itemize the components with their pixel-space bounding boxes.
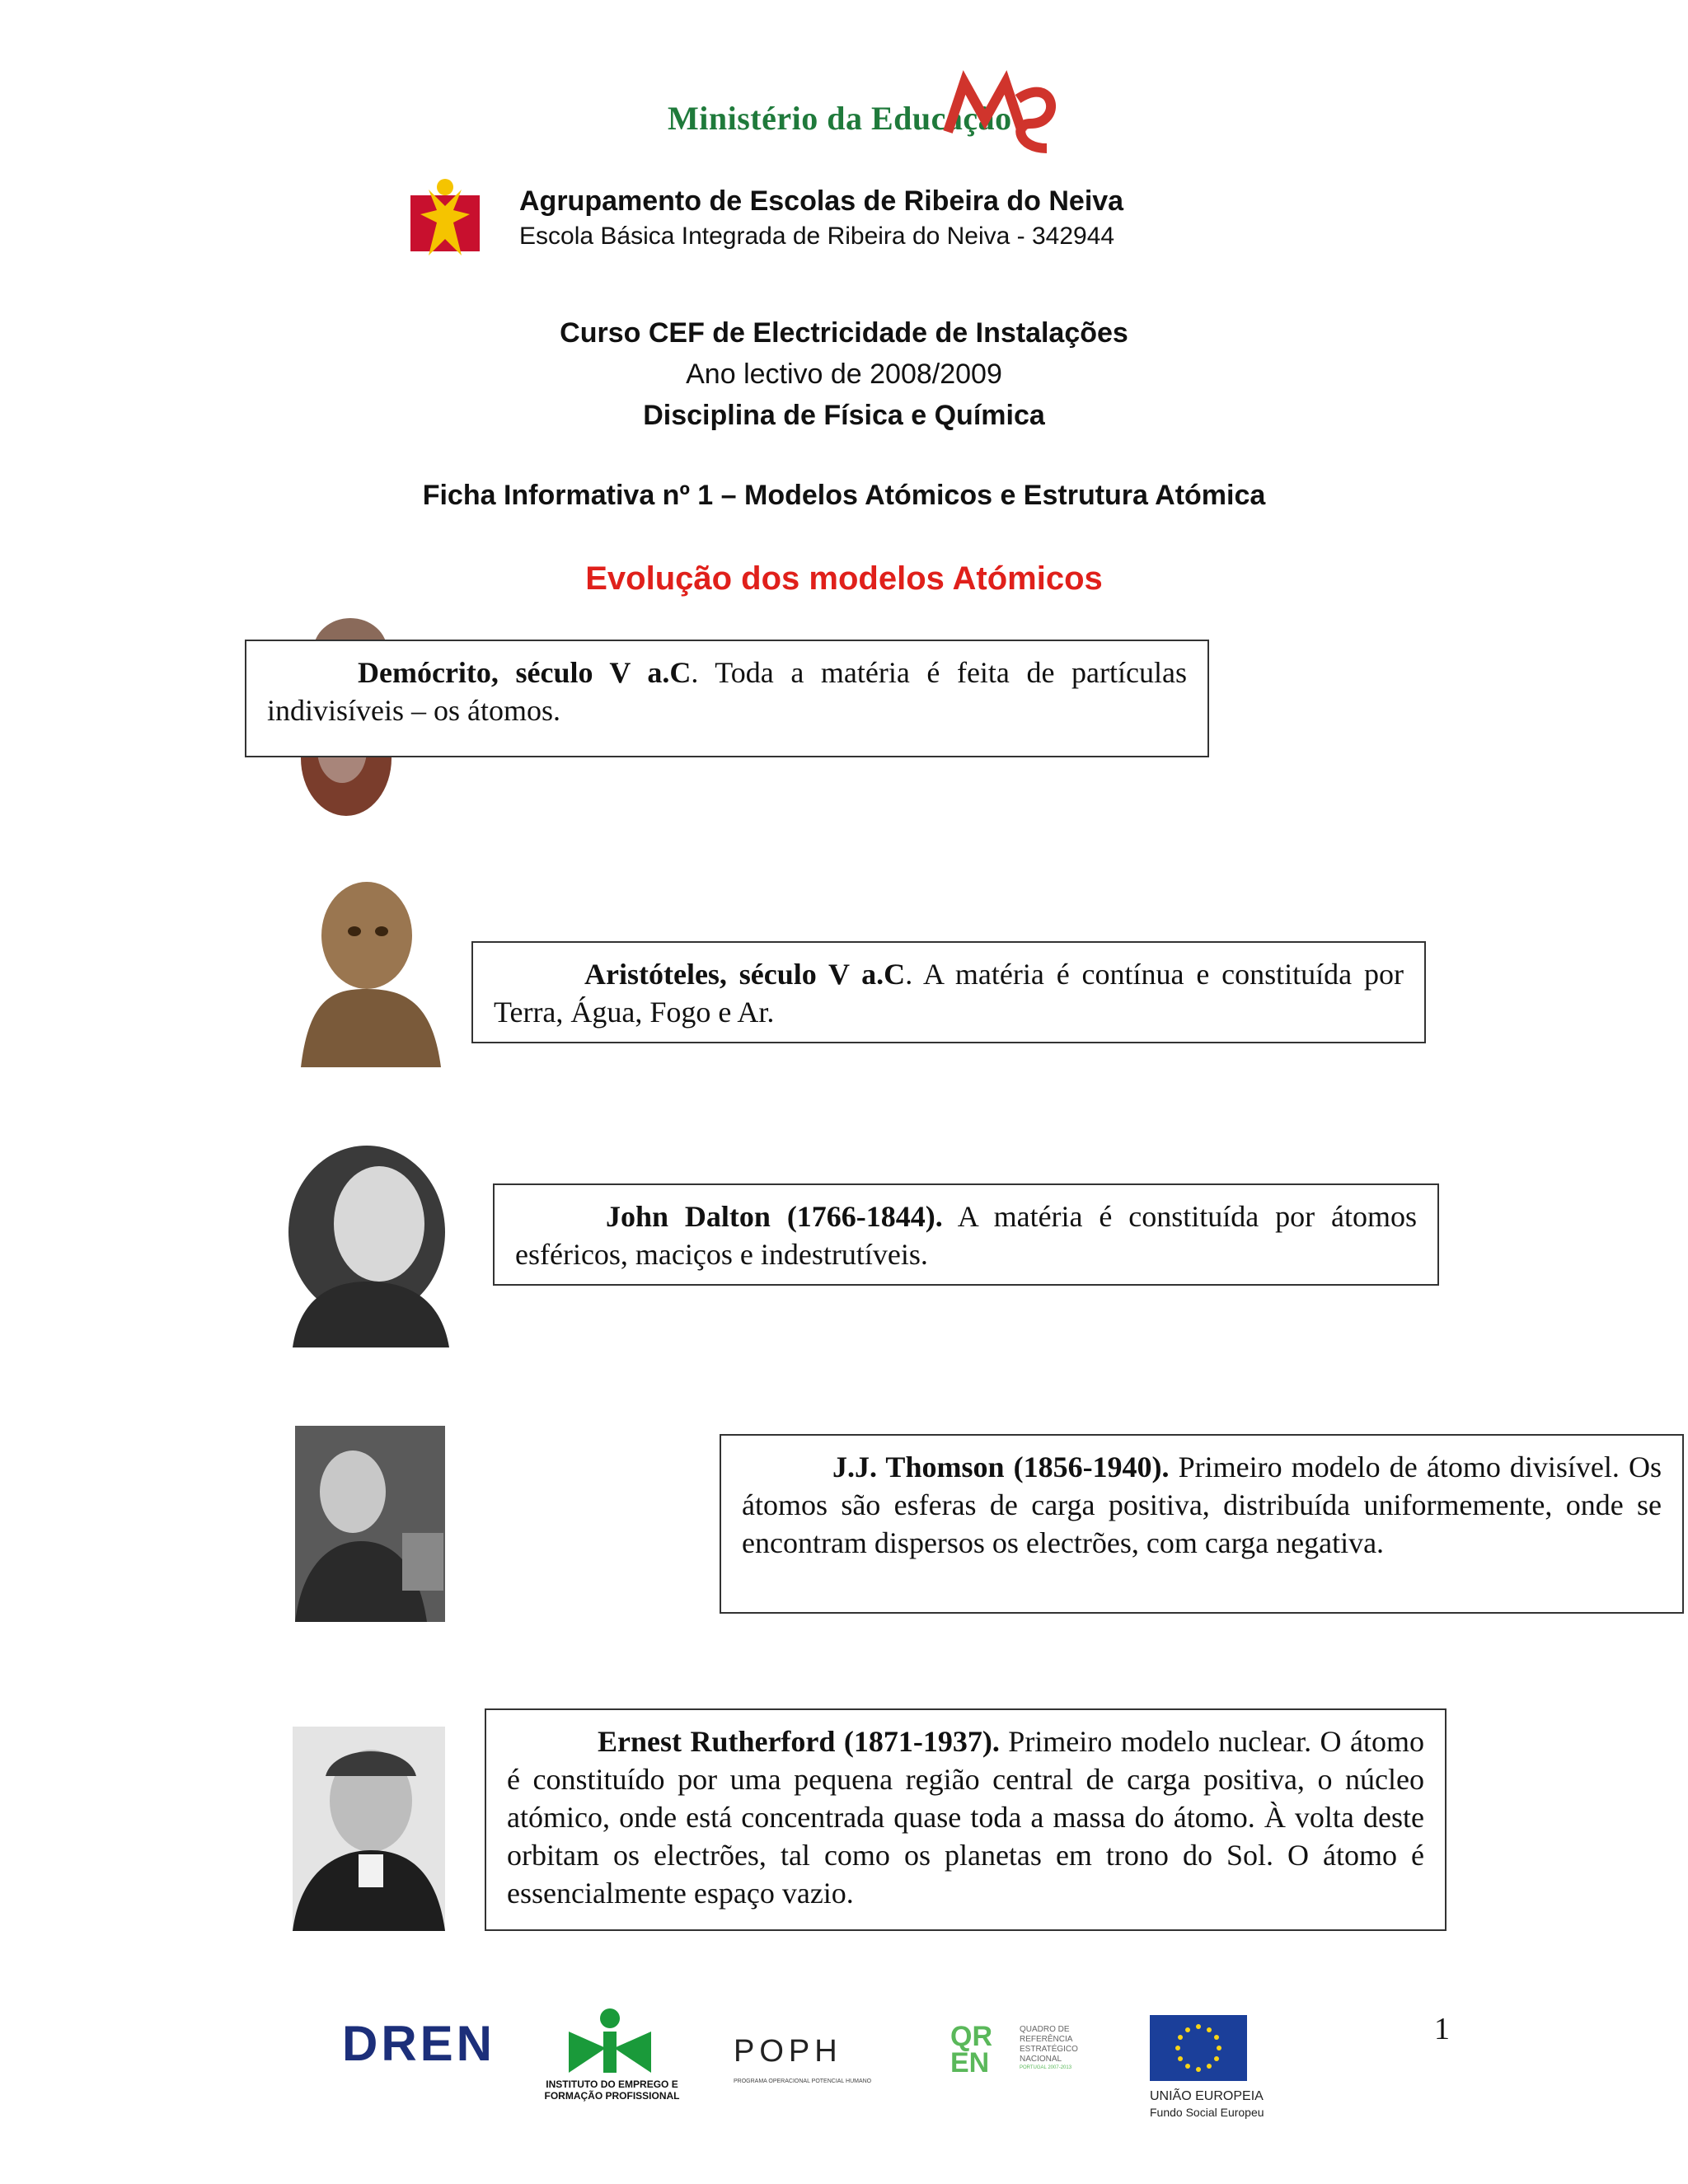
school-year: Ano lectivo de 2008/2009 xyxy=(686,359,1002,390)
entry-democritus xyxy=(245,640,1209,757)
eu-subtitle: Fundo Social Europeu xyxy=(1150,2106,1264,2119)
aristotle-portrait xyxy=(284,874,445,1067)
sheet-title: Ficha Informativa nº 1 – Modelos Atómicos e Estrutura Atómica xyxy=(422,480,1266,511)
entry-thomson xyxy=(720,1434,1684,1614)
poph-logo: POPH xyxy=(734,2034,842,2069)
qren-subtitle: PORTUGAL 2007-2013 xyxy=(1020,2065,1072,2070)
entry-text: . A matéria é contínua e constituída por Terra, Água, Fogo e Ar. xyxy=(494,958,1404,1029)
entry-aristotle xyxy=(471,941,1426,1043)
ministry-logo-text: Ministério da Educação xyxy=(668,100,1012,137)
entry-rutherford xyxy=(485,1708,1447,1931)
discipline: Disciplina de Física e Química xyxy=(643,400,1045,431)
poph-subtitle: PROGRAMA OPERACIONAL POTENCIAL HUMANO xyxy=(734,2079,872,2084)
entry-text: A matéria é constituída por átomos esféricos, maciços e indestrutíveis. xyxy=(515,1200,1417,1271)
entry-text: Primeiro modelo de átomo divisível. Os átomos são esferas de carga positiva, distribuída uniformemente, onde se encontram dispersos os electrões, com carga negativa. xyxy=(742,1451,1662,1559)
rutherford-portrait xyxy=(293,1727,445,1931)
entry-text: . Toda a matéria é feita de partículas indivisíveis – os átomos. xyxy=(267,656,1187,727)
school-subtitle: Escola Básica Integrada de Ribeira do Neiva - 342944 xyxy=(519,223,1115,250)
eu-label: UNIÃO EUROPEIA xyxy=(1150,2089,1264,2103)
page-number: 1 xyxy=(1434,2012,1450,2046)
section-title: Evolução dos modelos Atómicos xyxy=(585,560,1103,597)
entry-lead: Aristóteles, século V a.C xyxy=(584,958,906,991)
entry-lead: J.J. Thomson (1856-1940). xyxy=(832,1451,1170,1483)
iefp-label: INSTITUTO DO EMPREGO E FORMAÇÃO PROFISSIONAL xyxy=(544,2079,680,2102)
dren-logo: DREN xyxy=(342,2016,496,2071)
school-name: Agrupamento de Escolas de Ribeira do Neiva xyxy=(519,185,1124,217)
eu-flag-icon xyxy=(1150,2015,1247,2081)
entry-dalton xyxy=(493,1183,1439,1286)
course-title: Curso CEF de Electricidade de Instalações xyxy=(560,317,1128,349)
qren-label: QUADRO DE REFERÊNCIA ESTRATÉGICO NACIONAL xyxy=(1020,2025,1078,2064)
qren-logo-icon: QR EN xyxy=(950,2021,992,2079)
entry-lead: Demócrito, século V a.C xyxy=(358,656,692,689)
entry-text: Primeiro modelo nuclear. O átomo é constituído por uma pequena região central de carga positiva, o núcleo atómico, onde está concentrada quase toda a massa do átomo. À volta deste orbitam os electrões, tal como os planetas em trono do Sol. O átomo é essencialmente espaço vazio. xyxy=(507,1725,1424,1910)
entry-lead: John Dalton (1766-1844). xyxy=(606,1200,943,1233)
thomson-portrait xyxy=(295,1426,445,1622)
school-logo-icon xyxy=(404,177,486,272)
dalton-portrait xyxy=(276,1141,457,1347)
entry-lead: Ernest Rutherford (1871-1937). xyxy=(598,1725,1000,1758)
iefp-logo-icon xyxy=(560,2007,659,2077)
me-logo-icon xyxy=(940,66,1063,157)
